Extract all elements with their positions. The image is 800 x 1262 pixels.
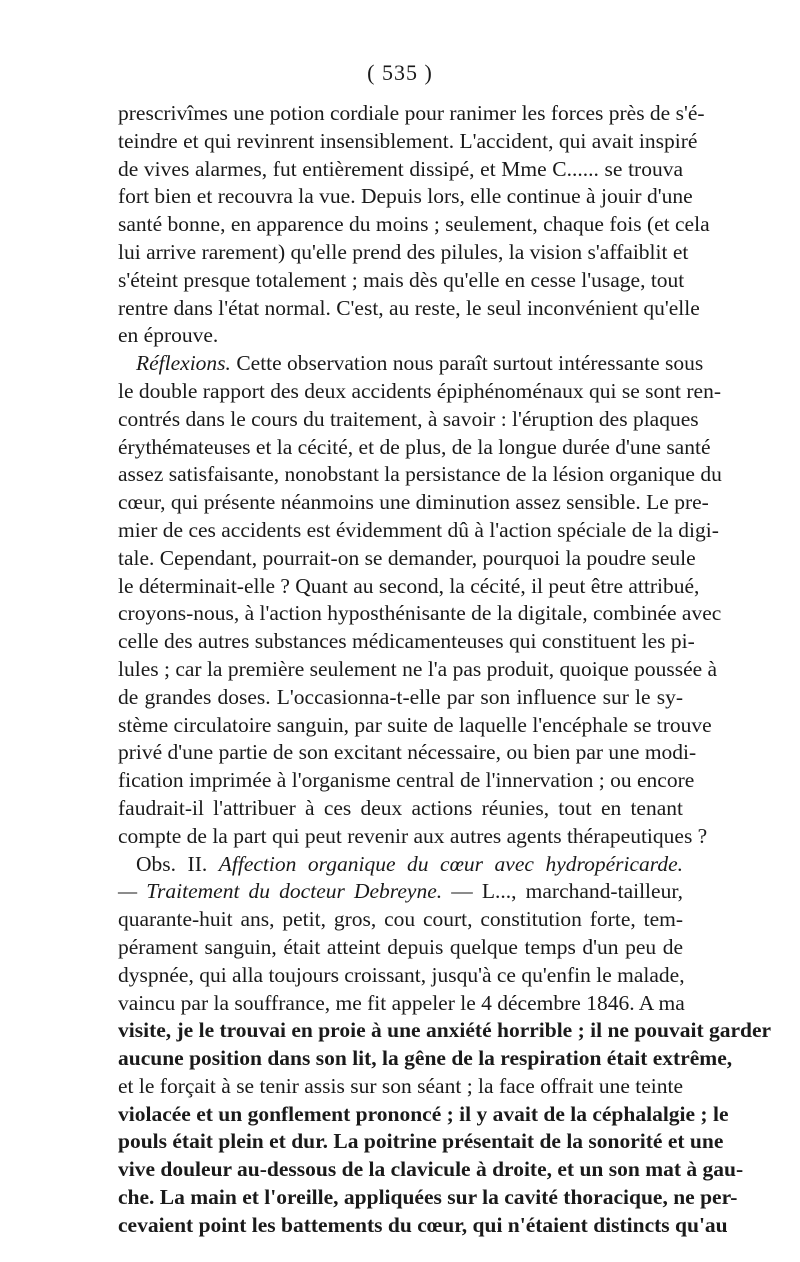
italic-heading: Réflexions. <box>136 351 231 376</box>
line-text: lui arrive rarement) qu'elle prend des pilules, la vision s'affaiblit et <box>118 239 689 264</box>
text-line <box>118 1073 683 1101</box>
text-line <box>118 934 683 962</box>
line-text: le double rapport des deux accidents épiphénoménaux qui se sont ren- <box>118 378 722 403</box>
body-text <box>118 100 772 1240</box>
text-line <box>118 434 711 462</box>
text-line <box>118 1101 729 1129</box>
line-text: Cette observation nous paraît surtout intéressante sous <box>230 351 704 376</box>
line-text: s'éteint presque totalement ; mais dès qu'elle en cesse l'usage, tout <box>118 267 685 292</box>
line-text: le déterminait-elle ? Quant au second, la cécité, il peut être attribué, <box>118 573 700 598</box>
text-line <box>118 712 712 740</box>
text-line <box>118 1184 738 1212</box>
line-text: fication imprimée à l'organisme central de l'innervation ; ou encore <box>118 768 695 793</box>
line-text: croyons-nous, à l'action hyposthénisante de la digitale, combinée avec <box>118 601 722 626</box>
line-text: lules ; car la première seulement ne l'a pas produit, quoique poussée à <box>118 656 718 681</box>
text-line <box>118 378 722 406</box>
line-text: privé d'une partie de son excitant nécessaire, ou bien par une modi- <box>118 740 697 765</box>
text-line <box>118 628 695 656</box>
text-line <box>118 878 683 906</box>
italic-heading: — Traitement du docteur Debreyne. <box>118 879 443 904</box>
observation-label: Obs. II. <box>136 851 219 876</box>
line-text: visite, je le trouvai en proie à une anxiété horrible ; il ne pouvait garder <box>118 1018 772 1043</box>
line-text: teindre et qui revinrent insensiblement. L'accident, qui avait inspiré <box>118 128 698 153</box>
line-text: mier de ces accidents est évidemment dû à l'action spéciale de la digi- <box>118 517 719 542</box>
text-line <box>118 267 683 295</box>
line-text: érythémateuses et la cécité, et de plus, de la longue durée d'une santé <box>118 434 711 459</box>
line-text: stème circulatoire sanguin, par suite de laquelle l'encéphale se trouve <box>118 712 712 737</box>
line-text: che. La main et l'oreille, appliquées sur la cavité thoracique, ne per- <box>118 1185 738 1210</box>
line-text: fort bien et recouvra la vue. Depuis lors, elle continue à jouir d'une <box>118 184 693 209</box>
text-line <box>118 406 699 434</box>
line-text: aucune position dans son lit, la gêne de la respiration était extrême, <box>118 1046 733 1071</box>
line-text: pérament sanguin, était atteint depuis quelque temps d'un peu de <box>118 934 683 959</box>
line-text: pouls était plein et dur. La poitrine présentait de la sonorité et une <box>118 1129 724 1154</box>
line-text: cevaient point les battements du cœur, qui n'étaient distincts qu'au <box>118 1212 728 1237</box>
text-line <box>118 461 722 489</box>
text-line <box>118 767 695 795</box>
text-line <box>118 1212 728 1240</box>
line-text: rentre dans l'état normal. C'est, au reste, le seul inconvénient qu'elle <box>118 295 700 320</box>
line-text: de grandes doses. L'occasionna-t-elle par son influence sur le sy- <box>118 684 683 709</box>
text-line <box>118 350 704 378</box>
text-line <box>118 600 722 628</box>
text-line <box>118 684 683 712</box>
line-text: cœur, qui présente néanmoins une diminution assez sensible. Le pre- <box>118 490 709 515</box>
text-line <box>118 489 709 517</box>
text-line <box>118 851 683 879</box>
text-line <box>118 1017 772 1045</box>
line-text: de vives alarmes, fut entièrement dissipé, et Mme C...... se trouva <box>118 156 683 181</box>
text-line <box>118 656 718 684</box>
line-text: et le forçait à se tenir assis sur son séant ; la face offrait une teinte <box>118 1073 683 1098</box>
text-line <box>118 573 700 601</box>
line-text: vive douleur au-dessous de la clavicule à droite, et un son mat à gau- <box>118 1157 744 1182</box>
line-text: tale. Cependant, pourrait-on se demander, pourquoi la poudre seule <box>118 545 696 570</box>
line-text: santé bonne, en apparence du moins ; seulement, chaque fois (et cela <box>118 212 710 237</box>
text-line <box>118 795 683 823</box>
text-line <box>118 1045 733 1073</box>
text-line <box>118 739 697 767</box>
text-line <box>118 1156 744 1184</box>
line-text: violacée et un gonflement prononcé ; il y avait de la céphalalgie ; le <box>118 1101 729 1126</box>
text-line <box>118 1128 724 1156</box>
text-line <box>118 183 693 211</box>
text-line <box>118 906 683 934</box>
line-text: compte de la part qui peut revenir aux autres agents thérapeutiques ? <box>118 823 708 848</box>
line-text: prescrivîmes une potion cordiale pour ranimer les forces près de s'é- <box>118 101 705 125</box>
text-line <box>118 322 683 350</box>
line-text: assez satisfaisante, nonobstant la persistance de la lésion organique du <box>118 462 722 487</box>
text-line <box>118 990 683 1018</box>
line-text: en éprouve. <box>118 323 219 348</box>
line-text: celle des autres substances médicamenteuses qui constituent les pi- <box>118 629 695 654</box>
line-text: quarante-huit ans, petit, gros, cou court, constitution forte, tem- <box>118 907 683 932</box>
line-text: faudrait-il l'attribuer à ces deux actions réunies, tout en tenant <box>118 795 683 820</box>
text-line <box>118 545 696 573</box>
text-line <box>118 823 708 851</box>
italic-heading: Affection organique du cœur avec hydropéricarde. <box>218 851 683 876</box>
text-line <box>118 295 700 323</box>
text-line <box>118 517 719 545</box>
line-text: vaincu par la souffrance, me fit appeler le 4 décembre 1846. A ma <box>118 990 685 1015</box>
text-line <box>118 100 705 128</box>
page-number: ( 535 ) <box>367 60 433 85</box>
text-line <box>118 156 683 184</box>
text-line <box>118 962 683 990</box>
line-text: dyspnée, qui alla toujours croissant, jusqu'à ce qu'enfin le malade, <box>118 962 685 987</box>
line-text: contrés dans le cours du traitement, à savoir : l'éruption des plaques <box>118 406 699 431</box>
text-line <box>118 128 698 156</box>
text-line <box>118 239 689 267</box>
text-line <box>118 211 710 239</box>
line-text: — L..., marchand-tailleur, <box>442 879 683 904</box>
